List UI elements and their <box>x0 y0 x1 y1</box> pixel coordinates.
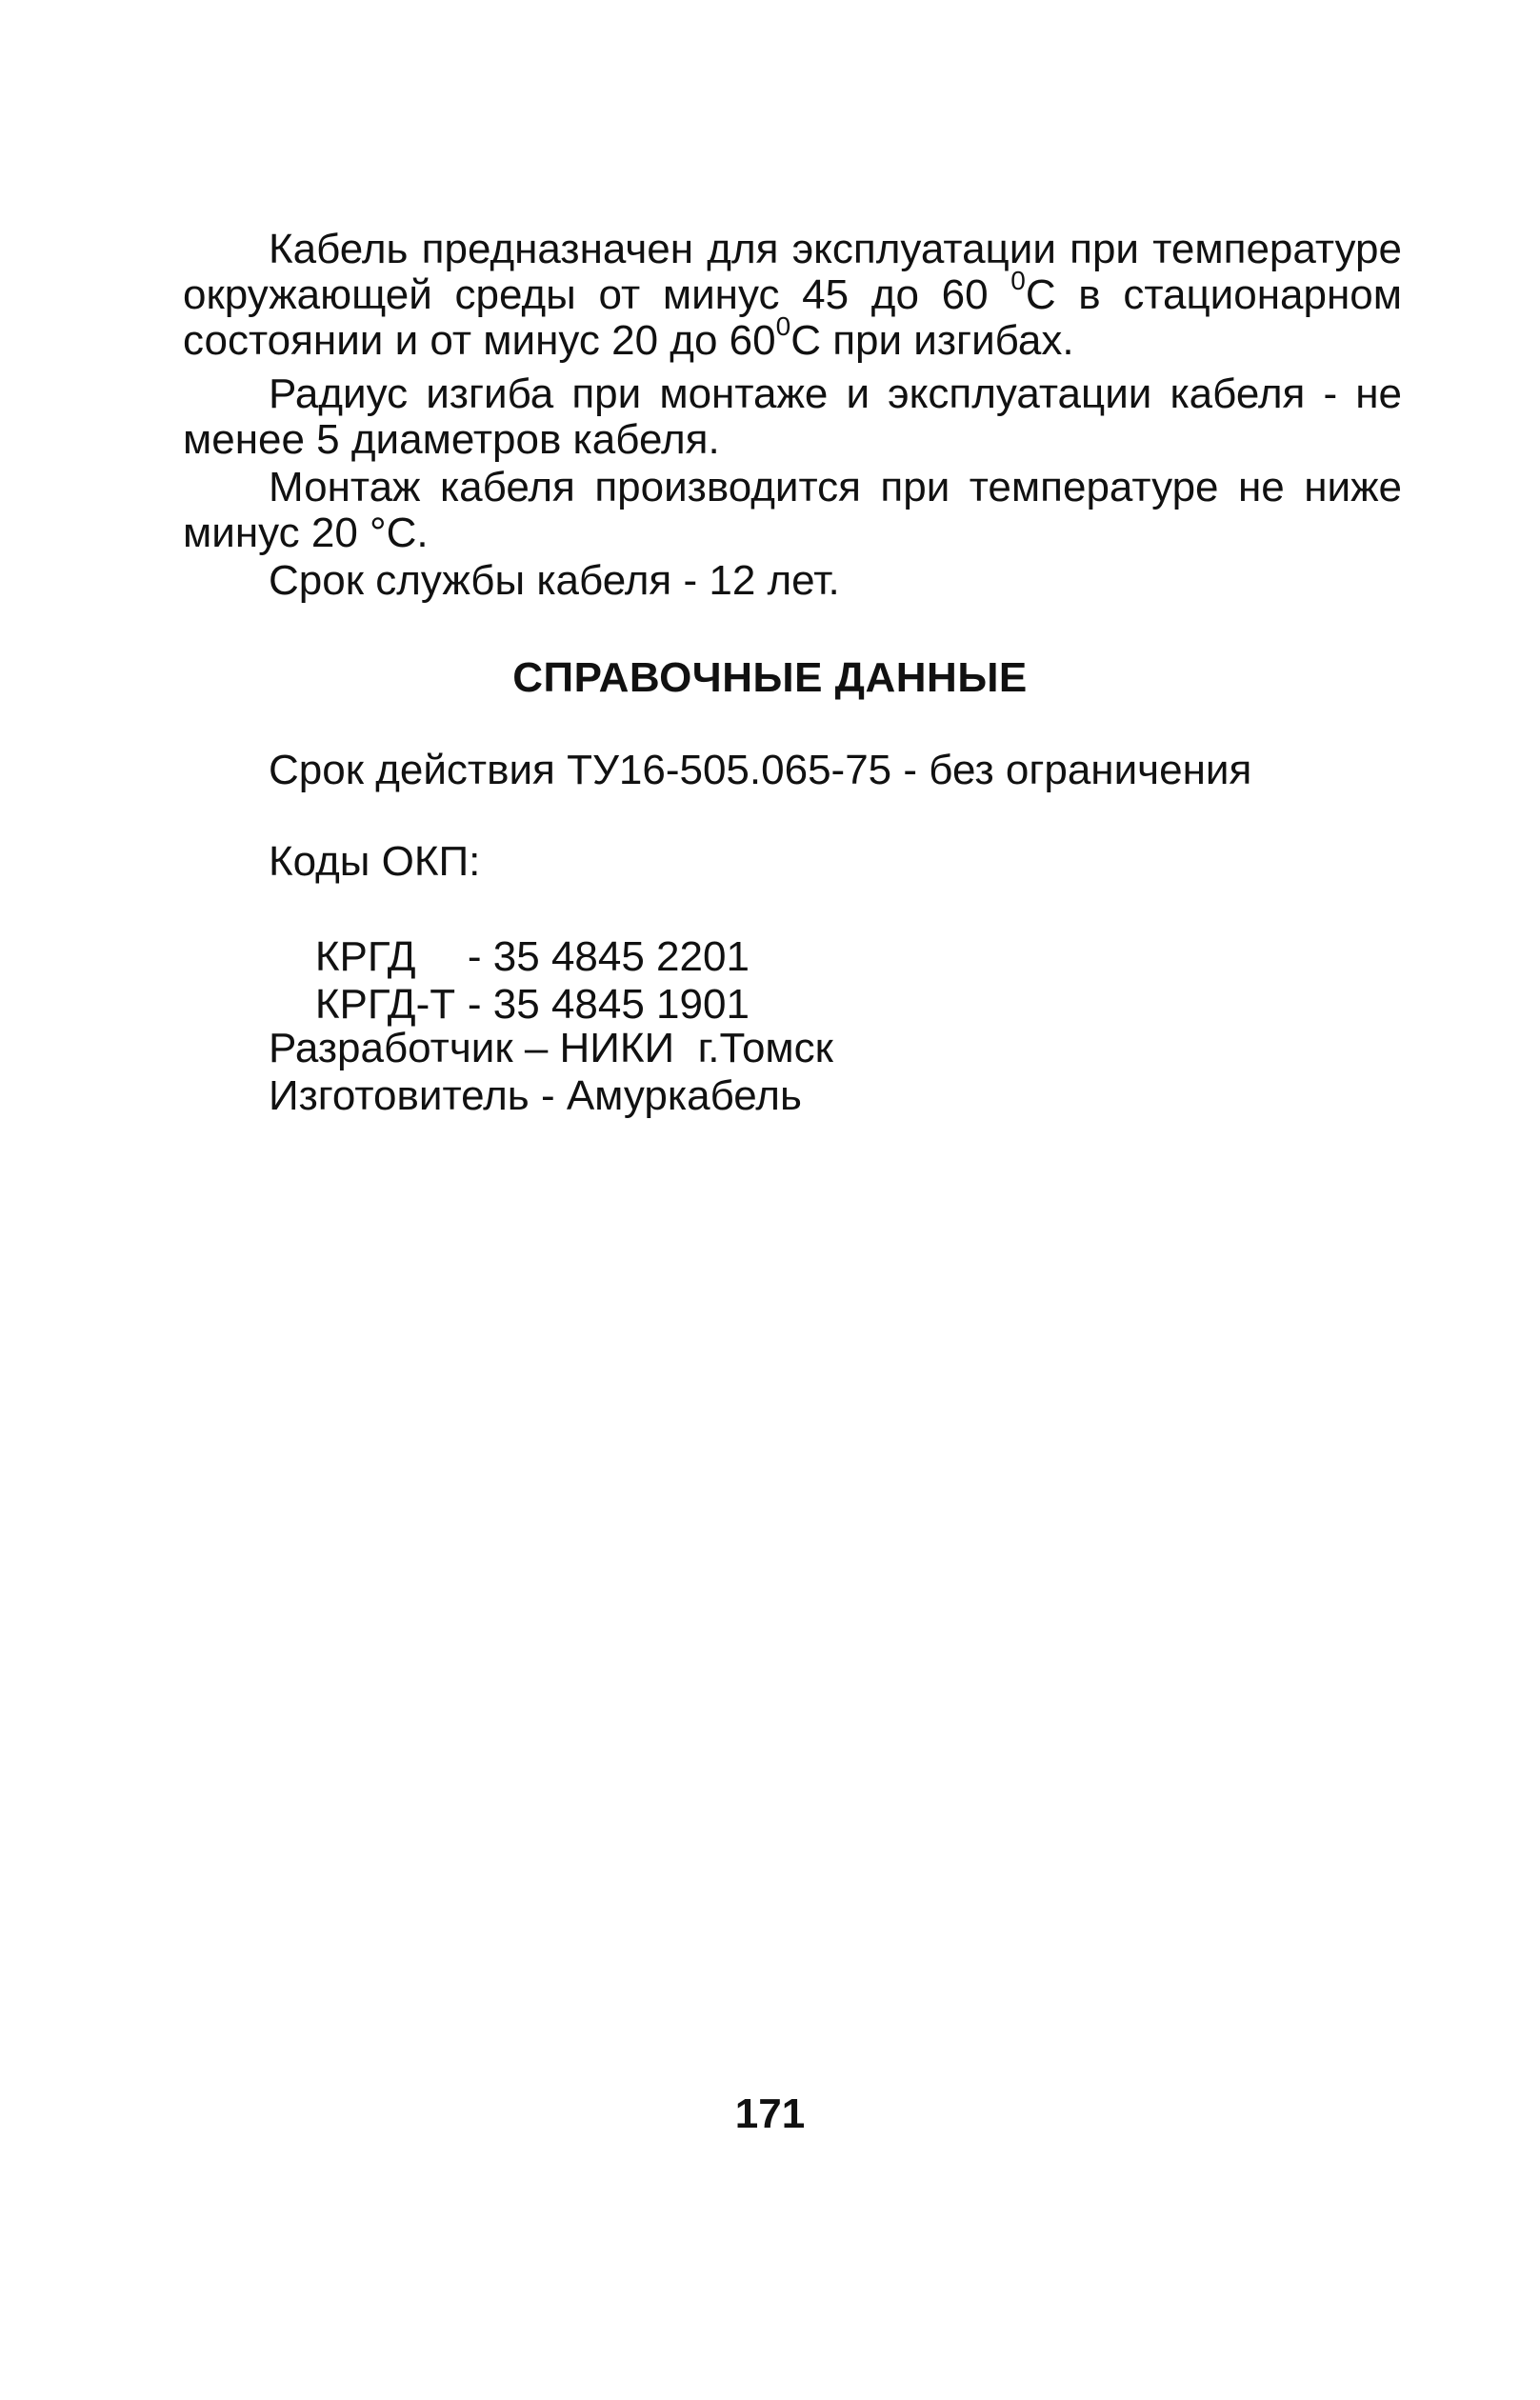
paragraph-line: менее 5 диаметров кабеля. <box>183 416 720 463</box>
okp-code: - 35 4845 2201 <box>467 933 750 980</box>
paragraph-line: Кабель предназначен для эксплуатации при температуре <box>269 226 1402 272</box>
paragraph-line: Монтаж кабеля производится при температуре не ниже <box>269 464 1402 510</box>
degree-superscript: 0 <box>775 311 791 342</box>
text-fragment: состоянии и от минус 20 до 60 <box>183 317 776 364</box>
okp-code: - 35 4845 1901 <box>467 981 750 1028</box>
paragraph-bend-radius <box>183 371 1402 463</box>
okp-name: КРГД-Т <box>314 981 456 1028</box>
text-fragment: окружающей среды от минус 45 до 60 <box>183 271 1011 318</box>
okp-name: КРГД <box>314 933 416 980</box>
paragraph-line: минус 20 °С. <box>183 510 429 556</box>
paragraph-service-life <box>183 558 1402 604</box>
paragraph-line <box>183 266 1402 318</box>
paragraph-operating-conditions <box>183 227 1402 364</box>
developer-text: Разработчик – НИКИ г.Томск <box>269 1025 833 1071</box>
paragraph-line: Радиус изгиба при монтаже и эксплуатации кабеля - не <box>269 370 1402 417</box>
section-heading: СПРАВОЧНЫЕ ДАННЫЕ <box>512 654 1028 701</box>
text-fragment: С при изгибах. <box>790 317 1074 364</box>
paragraph-line <box>183 311 1402 364</box>
paragraph-line: Срок службы кабеля - 12 лет. <box>269 557 840 604</box>
okp-title: Коды ОКП: <box>269 838 481 885</box>
manufacturer-text: Изготовитель - Амуркабель <box>269 1072 802 1119</box>
degree-superscript: 0 <box>1010 266 1026 296</box>
validity-text: Срок действия ТУ16-505.065-75 - без ограничения <box>269 747 1252 793</box>
paragraph-installation <box>183 465 1402 556</box>
page-number: 171 <box>734 2090 806 2137</box>
text-fragment: С в стационарном <box>1025 271 1402 318</box>
